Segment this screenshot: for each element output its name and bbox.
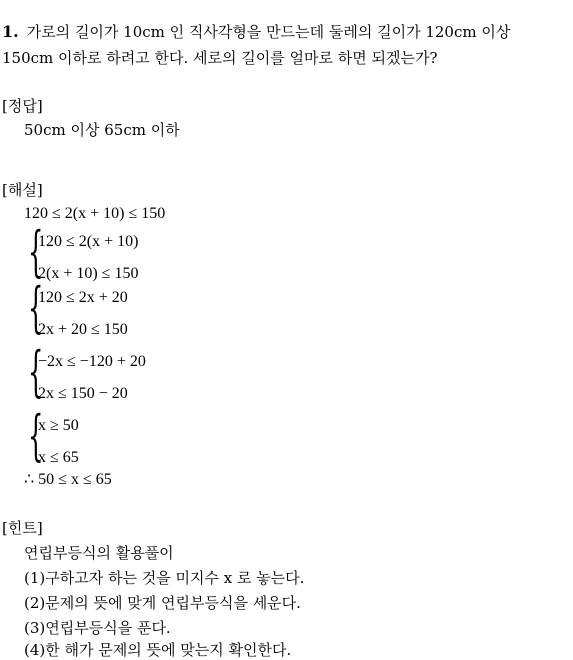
answer-heading: [정답] bbox=[2, 97, 43, 115]
hint-step-4: (4)한 해가 문제의 뜻에 맞는지 확인한다. bbox=[24, 641, 292, 659]
system-3-line-2: 2x ≤ 150 − 20 bbox=[38, 385, 128, 402]
system-brace: { bbox=[28, 220, 44, 283]
system-1-line-2: 2(x + 10) ≤ 150 bbox=[38, 265, 139, 282]
solution-first-inequality: 120 ≤ 2(x + 10) ≤ 150 bbox=[24, 205, 166, 222]
system-2-line-2: 2x + 20 ≤ 150 bbox=[38, 321, 128, 338]
system-1-line-1: 120 ≤ 2(x + 10) bbox=[38, 233, 139, 250]
problem-line-1 bbox=[2, 22, 510, 42]
system-brace: { bbox=[28, 276, 44, 339]
system-brace: { bbox=[28, 404, 44, 467]
hint-step-1: (1)구하고자 하는 것을 미지수 x 로 놓는다. bbox=[24, 569, 305, 587]
system-4-line-2: x ≤ 65 bbox=[38, 449, 79, 466]
hint-title: 연립부등식의 활용풀이 bbox=[24, 544, 174, 562]
system-2-line-1: 120 ≤ 2x + 20 bbox=[38, 289, 128, 306]
problem-text-2: 150cm 이하로 하려고 한다. 세로의 길이를 얼마로 하면 되겠는가? bbox=[2, 49, 438, 67]
problem-number: 1. bbox=[2, 22, 19, 41]
system-4-line-1: x ≥ 50 bbox=[38, 417, 79, 434]
problem-text-1: 가로의 길이가 10cm 인 직사각형을 만드는데 둘레의 길이가 120cm 이상 bbox=[26, 23, 511, 41]
solution-heading: [해설] bbox=[2, 181, 43, 199]
hint-step-3: (3)연립부등식을 푼다. bbox=[24, 619, 171, 637]
hint-heading: [힌트] bbox=[2, 519, 43, 537]
system-brace: { bbox=[28, 340, 44, 403]
solution-conclusion: ∴ 50 ≤ x ≤ 65 bbox=[24, 471, 112, 488]
system-3-line-1: −2x ≤ −120 + 20 bbox=[38, 353, 146, 370]
hint-step-2: (2)문제의 뜻에 맞게 연립부등식을 세운다. bbox=[24, 594, 301, 612]
answer-text: 50cm 이상 65cm 이하 bbox=[24, 121, 180, 139]
